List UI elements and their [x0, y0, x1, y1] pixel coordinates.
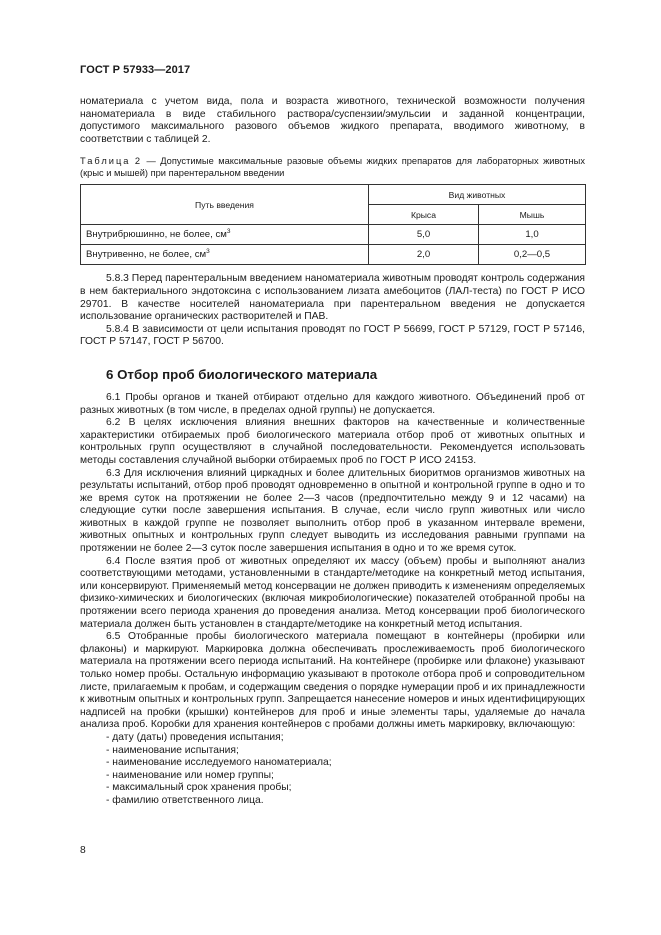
- paragraph-6-3: 6.3 Для исключения влияний циркадных и более длительных биоритмов организмов животных на результаты испытаний, отбор проб проводят одновременно в опытной и контрольной группе в одно и то же время суток на протяжении не более 2—3 часов (предпочтительно между 9 и 12 часами) на следующие сутки после завершения испытания. В случае, если число групп животных или число животных в каждой группе не позволяет выполнить отбор проб в указанном интервале времени, животных опытных и контрольных групп следует выводить из исследования равными группами на протяжении не более 2—3 суток после завершения испытания в одно и то же время суток.: [80, 467, 585, 555]
- table-cell-route: [81, 245, 369, 265]
- list-item: - максимальный срок хранения пробы;: [106, 782, 585, 795]
- table-cell-mouse: 1,0: [479, 225, 586, 245]
- route-text: Внутрибрюшинно, не более, см: [86, 229, 227, 241]
- list-item: - наименование исследуемого наноматериала;: [106, 757, 585, 770]
- table-cell-mouse: 0,2—0,5: [479, 245, 586, 265]
- route-text: Внутривенно, не более, см: [86, 249, 207, 261]
- table-header-mouse: Мышь: [479, 205, 586, 225]
- table-caption-text: — Допустимые максимальные разовые объемы жидких препаратов для лабораторных животных (крыс и мышей) при парентеральном введении: [80, 156, 585, 178]
- unit-superscript: 3: [226, 228, 231, 236]
- page-number: 8: [80, 845, 86, 856]
- table-caption-number: 2: [134, 156, 143, 167]
- document-header: ГОСТ Р 57933—2017: [80, 64, 191, 76]
- document-body: [80, 96, 585, 808]
- label-requirements-list: [80, 732, 585, 808]
- list-item: - наименование испытания;: [106, 745, 585, 758]
- table-header-route: Путь введения: [81, 185, 369, 225]
- paragraph-6-2: 6.2 В целях исключения влияния внешних факторов на качественные и количественные характеристики отбираемых проб биологического материала отбор проб от животных опытных и контрольных групп осуществляют в случайной последовательности. Рекомендуется использовать методы составления случайной выборки отбираемых проб по ГОСТ Р ИСО 24153.: [80, 417, 585, 466]
- list-item: - дату (даты) проведения испытания;: [106, 732, 585, 745]
- paragraph-6-4: 6.4 После взятия проб от животных определяют их массу (объем) пробы и выполняют анализ соответствующими методами, установленными в стандарте/методике на конкретный метод испытания, или консервируют. Применяемый метод консервации не должен приводить к изменениям определяемых физико-химических и биологических (включая микробиологические) показателей отобранной пробы на протяжении всего периода хранения до проведения анализа. Метод консервации проб биологического материала должен быть установлен в стандарте/методике на конкретный метод испытания.: [80, 555, 585, 630]
- paragraph-5-8-4: 5.8.4 В зависимости от цели испытания проводят по ГОСТ Р 56699, ГОСТ Р 57129, ГОСТ Р 57146, ГОСТ Р 57147, ГОСТ Р 56700.: [80, 323, 585, 348]
- table-header-species: Вид животных: [369, 185, 586, 205]
- unit-superscript: 3: [206, 248, 210, 256]
- table-2: [80, 184, 586, 265]
- intro-paragraph: номатериала с учетом вида, пола и возраста животного, технической возможности получения наноматериала в виде стабильного раствора/суспензии/эмульсии и заданной концентрации, допустимого максимального разового объемов жидкого препарата, вводимого животному, в соответствии с таблицей 2.: [80, 96, 585, 145]
- table-row: [81, 245, 586, 265]
- list-item: - фамилию ответственного лица.: [106, 795, 585, 808]
- paragraph-6-1: 6.1 Пробы органов и тканей отбирают отдельно для каждого животного. Объединений проб от разных животных (в том числе, в пределах одной группы) не допускается.: [80, 391, 585, 416]
- table-cell-route: [81, 225, 369, 245]
- table-cell-rat: 2,0: [369, 245, 479, 265]
- table-caption-label: Таблица: [80, 156, 131, 167]
- table-header-rat: Крыса: [369, 205, 479, 225]
- paragraph-6-5: 6.5 Отобранные пробы биологического материала помещают в контейнеры (пробирки или флаконы) и маркируют. Маркировка должна обеспечивать прослеживаемость проб биологического материала на протяжении всего периода испытаний. На контейнере (пробирке или флаконе) указывают только номер пробы. Остальную информацию указывают в протоколе отбора проб и сопроводительном листе, прилагаемым к пробам, и содержащим сведения о порядке нумерации проб и их принадлежности к животным опытных и контрольных групп. Запрещается нанесение номеров и иных идентифицирующих надписей на пробки (крышки) контейнеров для проб и иные элементы тары, удаляемые до начала анализа проб. Коробки для хранения контейнеров с пробами должны иметь маркировку, включающую:: [80, 631, 585, 731]
- list-item: - наименование или номер группы;: [106, 770, 585, 783]
- table-cell-rat: 5,0: [369, 225, 479, 245]
- section-6-title: 6 Отбор проб биологического материала: [106, 366, 378, 382]
- paragraph-5-8-3: 5.8.3 Перед парентеральным введением наноматериала животным проводят контроль содержания в нем бактериального эндотоксина с использованием лизата амебоцитов (ЛАЛ-теста) по ГОСТ Р ИСО 29701. В качестве носителей наноматериала при парентеральном введения не допускается использование органических растворителей и ПАВ.: [80, 273, 585, 323]
- table-caption: [80, 156, 585, 179]
- table-row: [81, 225, 586, 245]
